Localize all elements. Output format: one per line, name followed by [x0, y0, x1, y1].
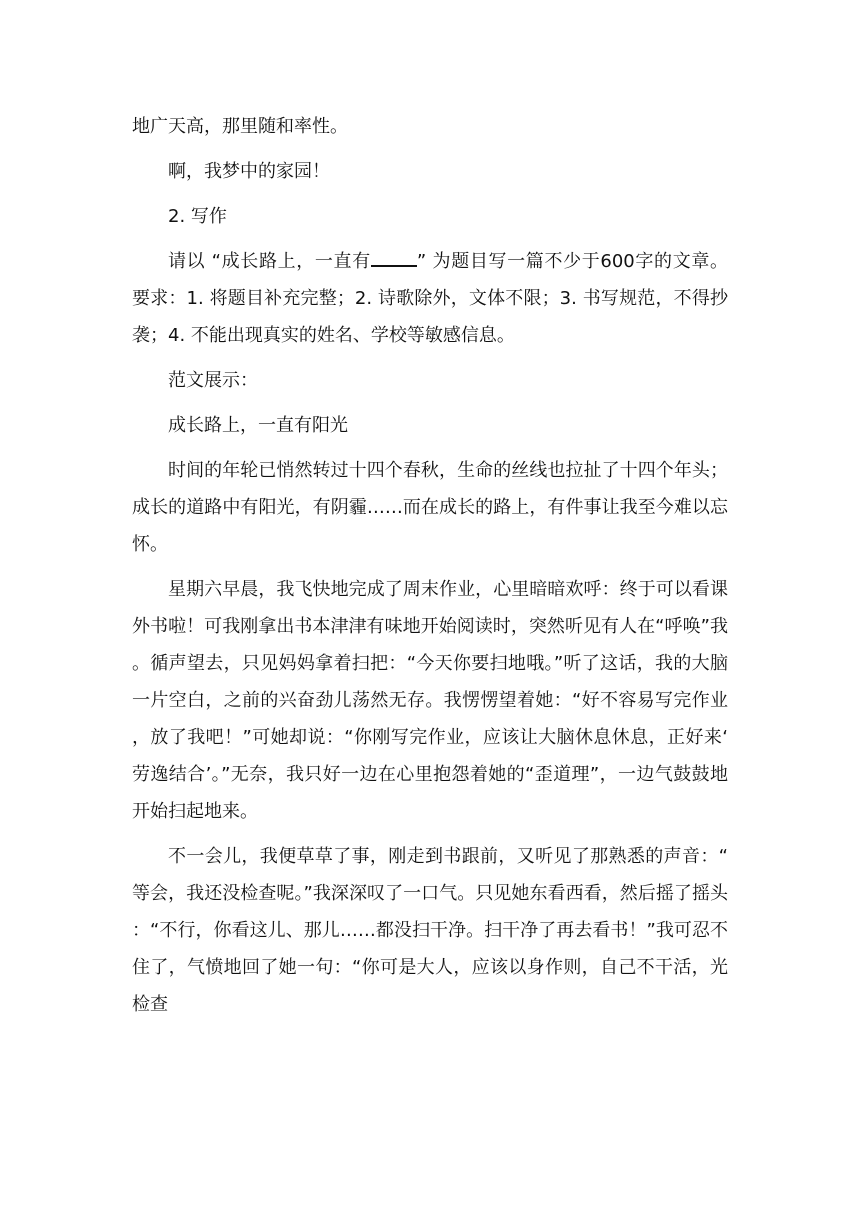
essay-paragraph-2: 星期六早晨，我飞快地完成了周末作业，心里暗暗欢呼：终于可以看课外书啦！可我刚拿出书本津津有味地开始阅读时，突然听见有人在“呼唤”我。循声望去，只见妈妈拿着扫把：“今天你要扫地哦。”听了这话，我的大脑一片空白，之前的兴奋劲儿荡然无存。我愣愣望着她：“好不容易写完作业，放了我吧！”可她却说：“你刚写完作业，应该让大脑休息休息，正好来‘劳逸结合’。”无奈，我只好一边在心里抱怨着她的“歪道理”，一边气鼓鼓地开始扫起地来。 [132, 579, 728, 822]
essay-paragraph-1: 时间的年轮已悄然转过十四个春秋，生命的丝线也拉扯了十四个年头；成长的道路中有阳光，有阴霾……而在成长的路上，有件事让我至今难以忘怀。 [132, 460, 728, 555]
fill-in-blank [371, 245, 417, 267]
essay-paragraph-3: 不一会儿，我便草草了事，刚走到书跟前，又听见了那熟悉的声音：“等会，我还没检查呢。”我深深叹了一口气。只见她东看西看，然后摇了摇头：“不行，你看这儿、那儿……都没扫干净。扫干净了再去看书！”我可忍不住了，气愤地回了她一句：“你可是大人，应该以身作则，自己不干活，光检查 [132, 846, 728, 1015]
paragraph-continuation: 地广天高，那里随和率性。 [132, 116, 348, 137]
writing-prompt-paragraph [132, 243, 728, 354]
prompt-text-before: 请以 “成长路上，一直有 [168, 251, 371, 272]
paragraph-exclamation: 啊，我梦中的家园！ [168, 161, 330, 182]
prompt-text-after: ” 为题目写一篇不少于600字的文章。要求：1. 将题目补充完整；2. 诗歌除外，文体不限；3. 书写规范，不得抄袭；4. 不能出现真实的姓名、学校等敏感信息。 [132, 251, 729, 346]
essay-title: 成长路上，一直有阳光 [168, 415, 348, 436]
document-body [132, 108, 728, 1031]
section-heading-writing: 2. 写作 [168, 206, 227, 227]
sample-label: 范文展示： [168, 370, 258, 391]
